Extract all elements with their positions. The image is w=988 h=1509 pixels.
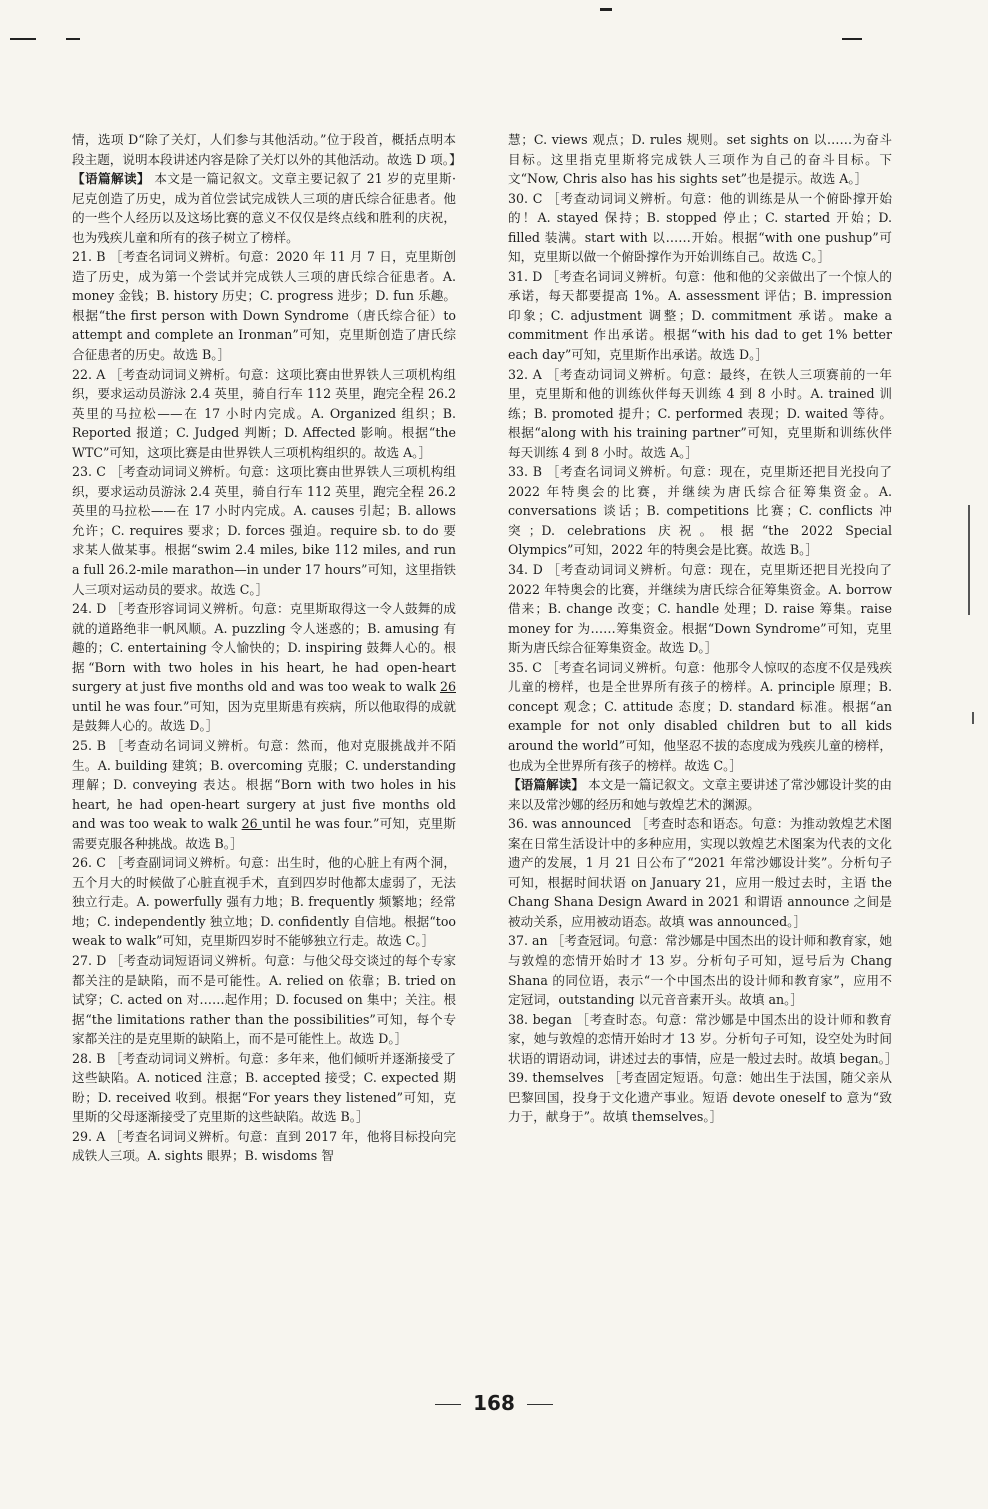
section-heading: 【语篇解读】	[508, 777, 584, 793]
answer-paragraph	[72, 247, 456, 364]
paragraph-text: 35. C ［考查名词词义辨析。句意：他那令人惊叹的态度不仅是残疾儿童的榜样，也是全世界所有孩子的榜样。A. principle 原理；B. concept 观念；C. attitude 态度；D. standard 标准。根据“an example for not only disabled children but to all kids around the world”可知，他坚忍不拔的态度成为残疾儿童的榜样，也成为全世界所有孩子的榜样。故选 C。］	[508, 659, 892, 773]
crop-mark-right	[842, 38, 862, 40]
paragraph-text: 36. was announced ［考查时态和语态。句意：为推动敦煌艺术图案在日常生活设计中的多种应用，实现以敦煌艺术图案为代表的文化遗产的发展，1 月 21 日公布了“2021 年常沙娜设计奖”。分析句子可知，根据时间状语 on January 21，应用一般过去时，主语 the Chang Shana Design Award in 2021 和谓语 announce 之间是被动关系，应用被动语态。故填 was announced。］	[508, 816, 892, 929]
answer-paragraph	[508, 560, 892, 658]
paragraph-text: 21. B ［考查名词词义辨析。句意：2020 年 11 月 7 日，克里斯创造了历史，成为第一个尝试并完成铁人三项的唐氏综合征患者。A. money 金钱；B. history 历史；C. progress 进步；D. fun 乐趣。根据“the first person with Down Syndrome（唐氏综合征）to attempt and complete an Ironman”可知，克里斯创造了唐氏综合征患者的历史。故选 B。］	[72, 249, 456, 363]
margin-tick-right	[972, 712, 974, 724]
paragraph-text: 27. D ［考查动词短语词义辨析。句意：与他父母交谈过的每个专家都关注的是缺陷，而不是可能性。A. relied on 依靠；B. tried on 试穿；C. acted on 对……起作用；D. focused on 集中；关注。根据“the limitations rather than the possibilities”可知，每个专家都关注的是克里斯的缺陷上，而不是可能性上。故选 D。］	[72, 952, 456, 1047]
answer-paragraph	[72, 365, 456, 463]
answer-paragraph	[72, 853, 456, 951]
answer-paragraph	[72, 130, 462, 169]
paragraph-text: 23. C ［考查动词词义辨析。句意：这项比赛由世界铁人三项机构组织，要求运动员游泳 2.4 英里，骑自行车 112 英里，跑完全程 26.2 英里的马拉松——在 17 小时内完成。A. causes 引起；B. allows 允许；C. requires 要求；D. forces 强迫。require sb. to do 要求某人做某事。根据“swim 2.4 miles, bike 112 miles, and run a full 26.2-mile marathon—in under 17 hours”可知，这里指铁人三项对运动员的要求。故选 C。］	[72, 464, 456, 597]
paragraph-text: 26. C ［考查副词词义辨析。句意：出生时，他的心脏上有两个洞，五个月大的时候做了心脏直视手术，直到四岁时他都太虚弱了，无法独立行走。A. powerfully 强有力地；B. frequently 频繁地；经常地；C. independently 独立地；D. confidently 自信地。根据“too weak to walk”可知，克里斯四岁时不能够独立行走。故选 C。］	[72, 855, 456, 949]
margin-line-right	[968, 505, 970, 615]
answer-paragraph	[508, 189, 892, 267]
paragraph-text: 情，选项 D“除了关灯，人们参与其他活动。”位于段首，概括点明本段主题，说明本段讲述内容是除了关灯以外的其他活动。故选 D 项。】	[72, 132, 462, 167]
paragraph-text: 28. B ［考查动词词义辨析。句意：多年来，他们倾听并逐渐接受了这些缺陷。A. noticed 注意；B. accepted 接受；C. expected 期盼；D. received 收到。根据“For years they listened”可知，克里斯的父母逐渐接受了克里斯的这些缺陷。故选 B。］	[72, 1050, 456, 1125]
answer-paragraph	[72, 169, 456, 247]
paragraph-text: 30. C ［考查动词词义辨析。句意：他的训练是从一个俯卧撑开始的！A. stayed 保持；B. stopped 停止；C. started 开始；D. filled 装满。start with 以……开始。根据“with one pushup”可知，克里斯以做一个俯卧撑作为开始训练自己。故选 C。］	[508, 190, 892, 265]
right-column	[508, 130, 898, 1127]
answer-paragraph	[508, 365, 892, 463]
answer-paragraph	[72, 736, 456, 853]
paragraph-text: 31. D ［考查名词词义辨析。句意：他和他的父亲做出了一个惊人的承诺，每天都要提高 1%。A. assessment 评估；B. impression 印象；C. adjustment 调整；D. commitment 承诺。make a commitment 作出承诺。根据“with his dad to get 1% better each day”可知，克里斯作出承诺。故选 D。］	[508, 268, 892, 363]
paragraph-text: 39. themselves ［考查固定短语。句意：她出生于法国，随父亲从巴黎回国，投身于文化遗产事业。短语 devote oneself to 意为“致力于，献身于”。故填 themselves。］	[508, 1070, 892, 1125]
answer-paragraph	[72, 1127, 456, 1166]
answer-paragraph	[72, 1049, 456, 1127]
answer-paragraph	[508, 775, 892, 814]
paragraph-text: 本文是一篇记叙文。文章主要讲述了常沙娜设计奖的由来以及常沙娜的经历和她与敦煌艺术的渊源。	[508, 777, 892, 812]
answer-paragraph	[508, 1068, 892, 1127]
blank-number: 26	[439, 679, 456, 695]
answer-paragraph	[508, 658, 892, 775]
paragraph-text: 22. A ［考查动词词义辨析。句意：这项比赛由世界铁人三项机构组织，要求运动员游泳 2.4 英里，骑自行车 112 英里，跑完全程 26.2 英里的马拉松——在 17 小时内完成。A. Organized 组织；B. Reported 报道；C. Judged 判断；D. Affected 影响。根据“the WTC”可知，这项比赛是由世界铁人三项机构组织的。故选 A。］	[72, 366, 456, 460]
paragraph-text: 24. D ［考查形容词词义辨析。句意：克里斯取得这一令人鼓舞的成就的道路绝非一帆风顺。A. puzzling 令人迷惑的；B. amusing 有趣的；C. entertaining 令人愉快的；D. inspiring 鼓舞人心的。根据“Born with two holes in his heart, he had open-heart surgery at just five months old and was too weak to walk	[72, 601, 456, 695]
paragraph-text: 37. an ［考查冠词。句意：常沙娜是中国杰出的设计师和教育家，她与敦煌的恋情开始时才 13 岁。分析句子可知，逗号后为 Chang Shana 的同位语，表示“一个中国杰出的设计师和教育家”，应用不定冠词，outstanding 以元音音素开头。故填 an。］	[508, 933, 892, 1008]
answer-paragraph	[72, 951, 456, 1049]
paragraph-text: 29. A ［考查名词词义辨析。句意：直到 2017 年，他将目标投向完成铁人三项。A. sights 眼界；B. wisdoms 智	[72, 1128, 456, 1164]
paragraph-text: 本文是一篇记叙文。文章主要记叙了 21 岁的克里斯·尼克创造了历史，成为首位尝试完成铁人三项的唐氏综合征患者。他的一些个人经历以及这场比赛的意义不仅仅是终点线和胜利的庆祝，也为残疾儿童和所有的孩子树立了榜样。	[72, 171, 456, 245]
paragraph-text: 38. began ［考查时态。句意：常沙娜是中国杰出的设计师和教育家，她与敦煌的恋情开始时才 13 岁。分析句子可知，设空处为时间状语的谓语动词，讲述过去的事情，应是一般过去时。故填 began。］	[508, 1011, 898, 1066]
answer-paragraph	[508, 931, 892, 1009]
paragraph-text-tail: until he was four.”可知，克里斯需要克服各种挑战。故选 B。］	[72, 816, 456, 851]
answer-paragraph	[508, 814, 892, 931]
paragraph-text: 25. B ［考查动名词词义辨析。句意：然而，他对克服挑战并不陌生。A. building 建筑；B. overcoming 克服；C. understanding 理解；D. conveying 表达。根据“Born with two holes in his heart, he had open-heart surgery at just five months old and was too weak to walk	[72, 737, 456, 832]
crop-mark-top	[600, 8, 612, 11]
paragraph-text-tail: until he was four.”可知，因为克里斯患有疾病，所以他取得的成就是鼓舞人心的。故选 D。］	[72, 698, 456, 734]
paragraph-text: 32. A ［考查动词词义辨析。句意：最终，在铁人三项赛前的一年里，克里斯和他的训练伙伴每天训练 4 到 8 小时。A. trained 训练；B. promoted 提升；C. performed 表现；D. waited 等待。根据“along with his training partner”可知，克里斯和训练伙伴每天训练 4 到 8 小时。故选 A。］	[508, 366, 892, 460]
answer-paragraph	[72, 462, 456, 599]
answer-paragraph	[508, 462, 892, 560]
crop-mark-left	[10, 38, 36, 40]
page-number: 168	[0, 1391, 988, 1415]
answer-paragraph	[72, 599, 456, 736]
section-heading: 【语篇解读】	[72, 171, 150, 187]
paragraph-text: 34. D ［考查动词词义辨析。句意：现在，克里斯还把目光投向了 2022 年特奥会的比赛，并继续为唐氏综合征筹集资金。A. borrow 借来；B. change 改变；C. handle 处理；D. raise 筹集。raise money for 为……筹集资金。根据“Down Syndrome”可知，克里斯为唐氏综合征筹集资金。故选 D。］	[508, 562, 892, 656]
blank-number: 26	[241, 816, 262, 832]
paragraph-text: 33. B ［考查名词词义辨析。句意：现在，克里斯还把目光投向了 2022 年特奥会的比赛，并继续为唐氏综合征筹集资金。A. conversations 谈话；B. competitions 比赛；C. conflicts 冲突；D. celebrations 庆祝。根据“the 2022 Special Olympics”可知，2022 年的特奥会是比赛。故选 B。］	[508, 464, 892, 558]
answer-paragraph	[508, 130, 892, 189]
left-column	[72, 130, 462, 1166]
crop-mark-left-2	[66, 38, 80, 40]
answer-paragraph	[508, 267, 892, 365]
answer-paragraph	[508, 1010, 898, 1069]
paragraph-text: 慧；C. views 观点；D. rules 规则。set sights on 以……为奋斗目标。这里指克里斯将完成铁人三项作为自己的奋斗目标。下文“Now, Chris also has his sights set”也是提示。故选 A。］	[508, 132, 892, 187]
